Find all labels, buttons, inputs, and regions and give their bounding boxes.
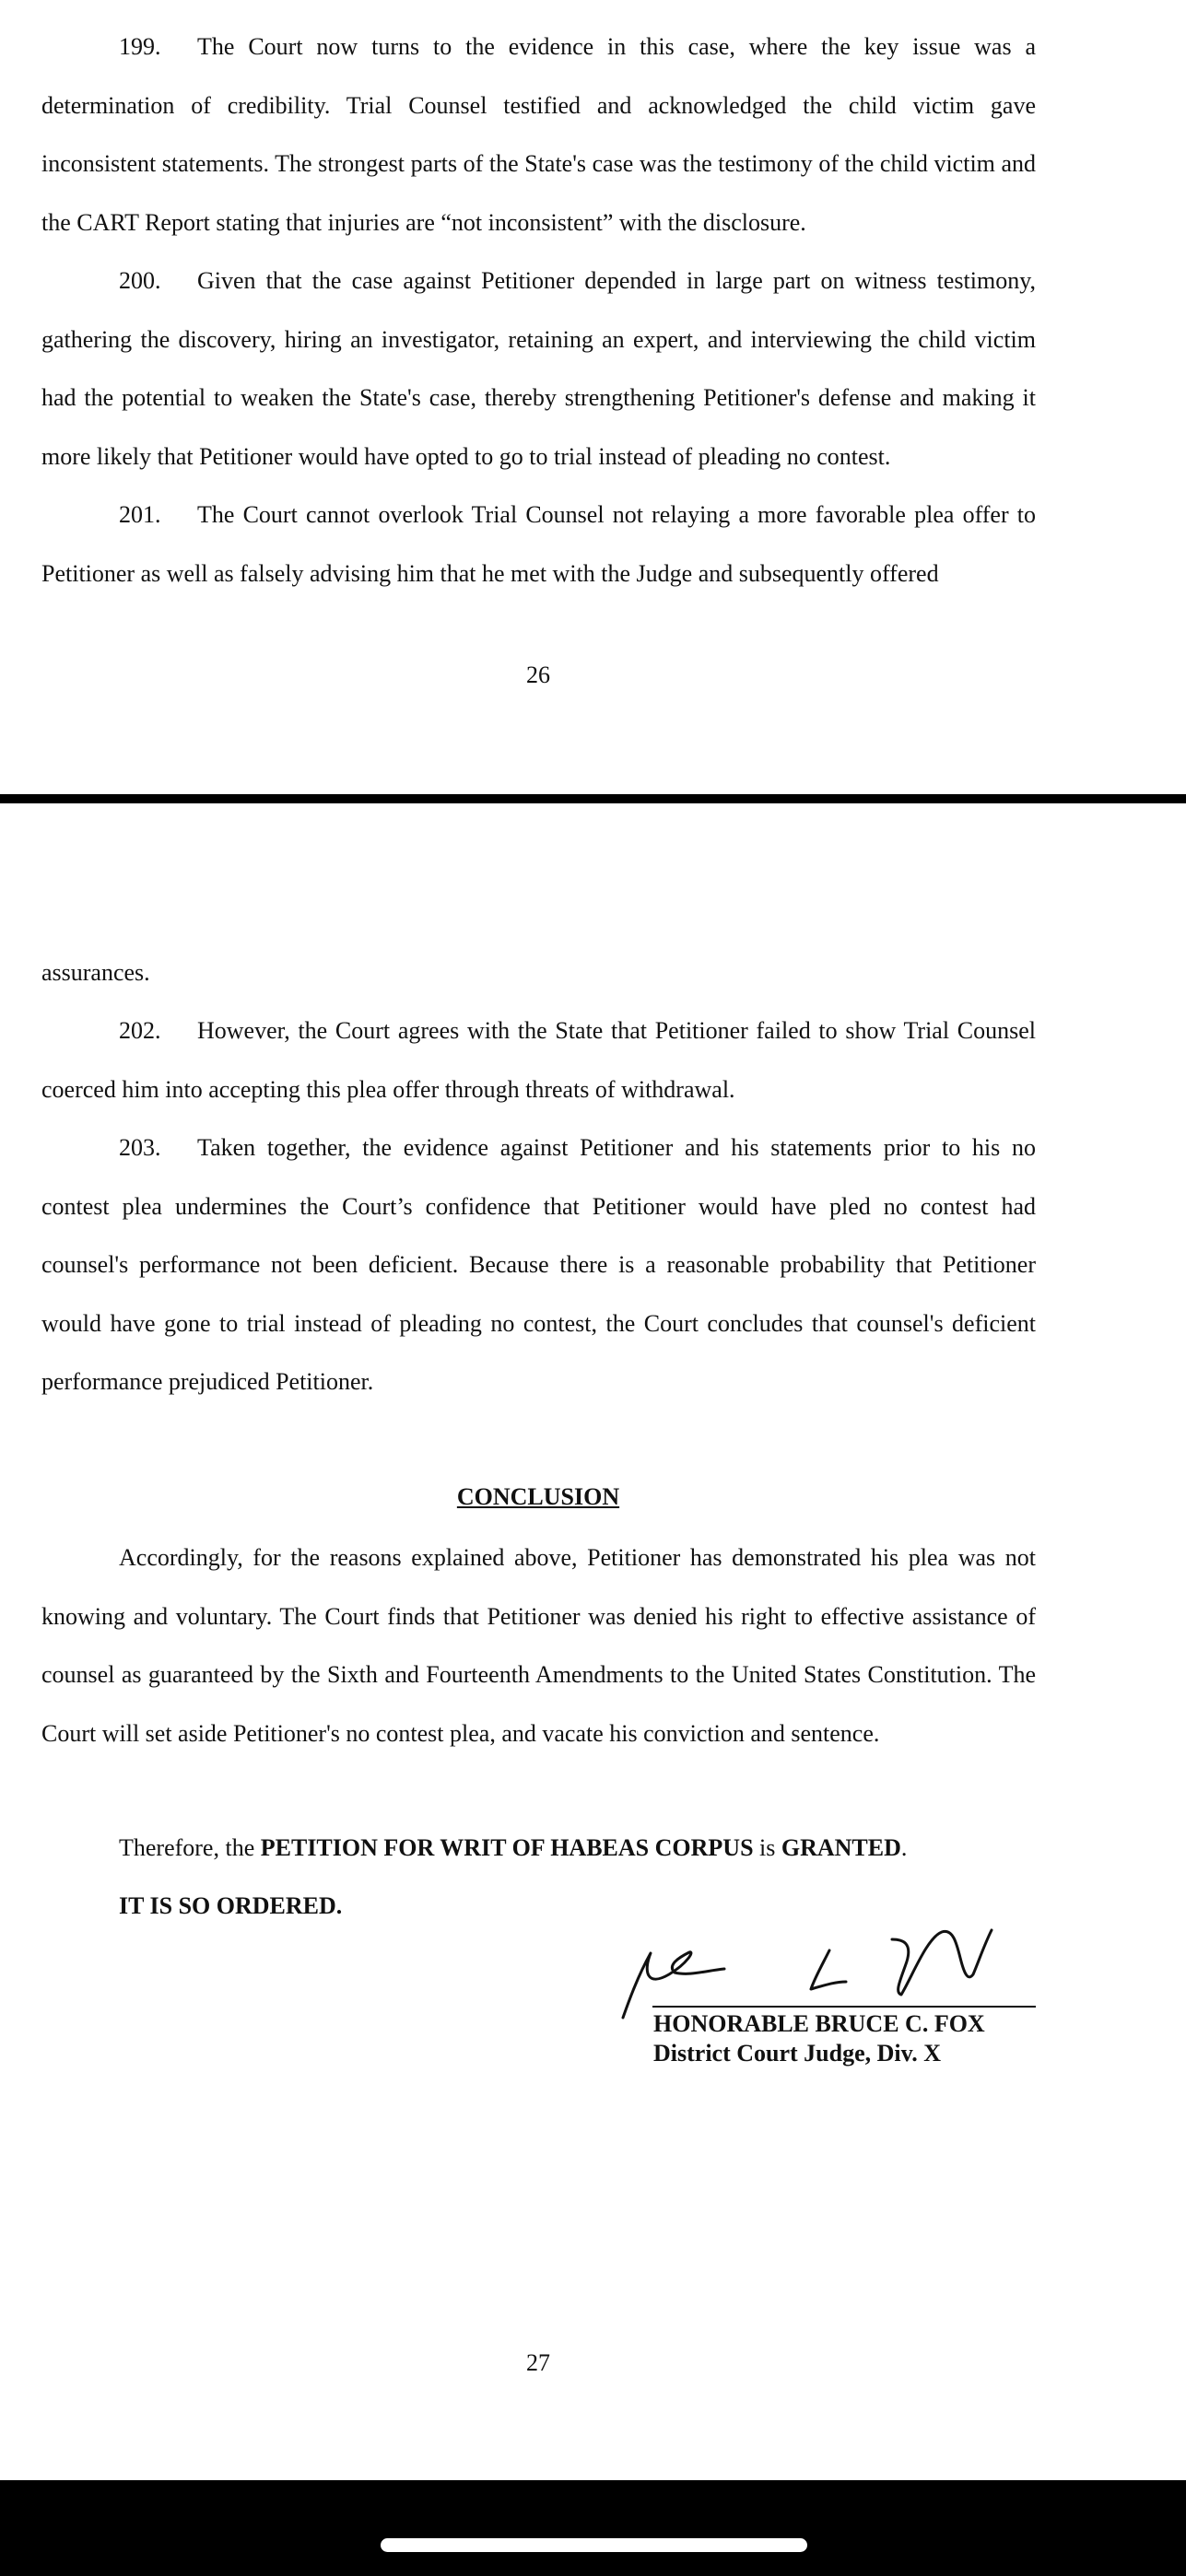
order-suffix: .: [900, 1834, 908, 1861]
home-indicator[interactable]: [381, 2538, 807, 2552]
paragraph-201: [41, 486, 1036, 603]
paragraph-text: Taken together, the evidence against Petitioner and his statements prior to his no contest plea undermines the Court’s confidence that Petitioner would have pled no contest had counsel's performance not been deficient. Because there is a reasonable probability that Petitioner would have gone to trial instead of pleading no contest, the Court concludes that counsel's deficient performance prejudiced Petitioner.: [41, 1134, 1036, 1396]
system-home-bar: [0, 2480, 1186, 2576]
page-number: 26: [526, 662, 550, 688]
paragraph-number: 201.: [119, 501, 161, 528]
page-number: 27: [526, 2349, 550, 2376]
paragraph-199: [41, 18, 1036, 252]
judge-name: HONORABLE BRUCE C. FOX: [653, 2010, 985, 2037]
signature-line: [652, 2006, 1036, 2008]
judge-title: District Court Judge, Div. X: [653, 2040, 941, 2067]
conclusion-paragraph: Accordingly, for the reasons explained above, Petitioner has demonstrated his plea was not knowing and voluntary. The Court finds that Petitioner was denied his right to effective assistance of counsel as guaranteed by the Sixth and Fourteenth Amendments to the United States Constitution. The Court will set aside Petitioner's no contest plea, and vacate his conviction and sentence.: [41, 1544, 1036, 1747]
paragraph-203: [41, 1118, 1036, 1411]
paragraph-number: 203.: [119, 1134, 161, 1161]
paragraph-text: Given that the case against Petitioner depended in large part on witness testimony, gathering the discovery, hiring an investigator, retaining an expert, and interviewing the child victim had the potential to weaken the State's case, thereby strengthening Petitioner's defense and making it more likely that Petitioner would have opted to go to trial instead of pleading no contest.: [41, 267, 1036, 470]
paragraph-text: However, the Court agrees with the State that Petitioner failed to show Trial Counsel coerced him into accepting this plea offer through threats of withdrawal.: [41, 1017, 1036, 1103]
page-divider: [0, 794, 1186, 803]
document-page-26: [0, 0, 1186, 794]
so-ordered-line: IT IS SO ORDERED.: [119, 1892, 343, 1919]
conclusion-heading: CONCLUSION: [456, 1483, 620, 1510]
order-granted: GRANTED: [781, 1834, 901, 1861]
paragraph-number: 202.: [119, 1017, 161, 1044]
order-prefix: Therefore, the: [119, 1834, 261, 1861]
paragraph-number: 200.: [119, 267, 161, 294]
paragraph-continuation: assurances.: [41, 959, 150, 986]
paragraph-text: The Court now turns to the evidence in this case, where the key issue was a determination of credibility. Trial Counsel testified and acknowledged the child victim gave inconsistent statements. The strongest parts of the State's case was the testimony of the child victim and the CART Report stating that injuries are “not inconsistent” with the disclosure.: [41, 33, 1036, 236]
order-line: [119, 1834, 907, 1862]
order-petition: PETITION FOR WRIT OF HABEAS CORPUS: [260, 1834, 754, 1861]
paragraph-number: 199.: [119, 33, 161, 60]
order-middle: is: [753, 1834, 781, 1861]
paragraph-202: [41, 1001, 1036, 1118]
paragraph-200: [41, 252, 1036, 486]
paragraph-text: The Court cannot overlook Trial Counsel not relaying a more favorable plea offer to Petitioner as well as falsely advising him that he met with the Judge and subsequently offered: [41, 501, 1036, 587]
